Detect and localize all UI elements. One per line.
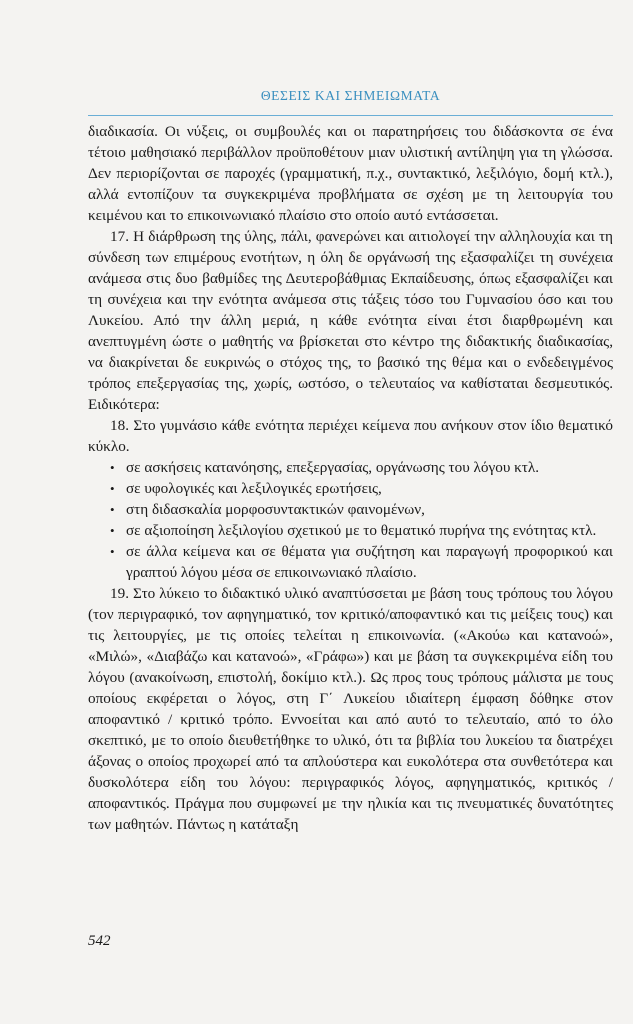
running-header-title: ΘΕΣΕΙΣ ΚΑΙ ΣΗΜΕΙΩΜΑΤΑ	[260, 88, 441, 103]
paragraph-18: 18. Στο γυμνάσιο κάθε ενότητα περιέχει κείμενα που ανήκουν στον ίδιο θεματικό κύκλο.	[88, 417, 613, 455]
list-item	[88, 499, 613, 520]
bullet-list	[88, 457, 613, 583]
page-number: 542	[88, 933, 111, 949]
paragraph-17: 17. Η διάρθρωση της ύλης, πάλι, φανερώνει και αιτιολογεί την αλληλουχία και τη σύνδεση των επιμέρους ενοτήτων, η όλη δε οργάνωσή της εξασφαλίζει τη συνέχεια ανάμεσα στις δυο βαθμίδες της Δευτεροβάθμιας Εκπαίδευσης, όπως εξασφαλίζει και τη συνέχεια και την ενότητα ανάμεσα στις τάξεις τόσο του Γυμνασίου όσο και του Λυκείου. Από την άλλη μεριά, η κάθε ενότητα είναι έτσι διαρθρωμένη και ανεπτυγμένη ώστε ο μαθητής να βρίσκεται στο κέντρο της διδακτικής διαδικασίας, να διακρίνεται δε ευκρινώς ο στόχος της, το βασικό της θέμα και ο ενδεδειγμένος τρόπος επεξεργασίας της, χωρίς, ωστόσο, ο τελευταίος να καθίσταται δεσμευτικός. Ειδικότερα:	[88, 228, 613, 413]
body-text	[88, 121, 613, 835]
list-item	[88, 520, 613, 541]
bullet-icon: •	[110, 502, 115, 517]
bullet-icon: •	[110, 544, 115, 559]
list-item-text: στη διδασκαλία μορφοσυντακτικών φαινομένων,	[126, 501, 425, 518]
list-item-text: σε υφολογικές και λεξιλογικές ερωτήσεις,	[126, 480, 382, 497]
bullet-icon: •	[110, 523, 115, 538]
bullet-icon: •	[110, 481, 115, 496]
paragraph-19: 19. Στο λύκειο το διδακτικό υλικό αναπτύσσεται με βάση τους τρόπους του λόγου (τον περιγραφικό, τον αφηγηματικό, τον κριτικό/αποφαντικό και τις μείξεις τους) και τις λειτουργίες, με τις οποίες τελείται η επικοινωνία. («Ακούω και κατανοώ», «Μιλώ», «Διαβάζω και κατανοώ», «Γράφω») και με βάση τα συγκεκριμένα είδη του λόγου (ανακοίνωση, επιστολή, δοκίμιο κτλ.). Ως προς τους τρόπους μάλιστα με τους οποίους εκφέρεται ο λόγος, στη Γ΄ Λυκείου ιδιαίτερη έμφαση δόθηκε στον αποφαντικό / κριτικό τρόπο. Εννοείται και από αυτό το τελευταίο, από το όλο σκεπτικό, με το οποίο διευθετήθηκε το υλικό, ότι τα βιβλία του λυκείου τα διατρέχει άξονας ο οποίος προχωρεί από τα απλούστερα και ευκολότερα στα συνθετότερα και δυσκολότερα είδη του λόγου: περιγραφικός λόγος, αφηγηματικός, κριτικός / αποφαντικός. Πράγμα που συμφωνεί με την ηλικία και τις πνευματικές δυνατότητες των μαθητών. Πάντως η κατάταξη	[88, 585, 613, 833]
list-item-text: σε άλλα κείμενα και σε θέματα για συζήτηση και παραγωγή προφορικού και γραπτού λόγου μέσα σε επικοινωνιακό πλαίσιο.	[126, 543, 613, 581]
list-item	[88, 478, 613, 499]
list-item	[88, 541, 613, 583]
bullet-icon: •	[110, 460, 115, 475]
header-rule	[88, 115, 613, 116]
list-item	[88, 457, 613, 478]
paragraph-continued: διαδικασία. Οι νύξεις, οι συμβουλές και οι παρατηρήσεις του διδάσκοντα σε ένα τέτοιο μαθησιακό περιβάλλον προϋποθέτουν μιαν υλιστική αντίληψη για τη γλώσσα. Δεν περιορίζονται σε παροχές (γραμματική, π.χ., συντακτικό, λεξιλόγιο, δομή κτλ.), αλλά εντοπίζουν τα συγκεκριμένα προβλήματα σε σχέση με τη λειτουργία του κειμένου και το επικοινωνιακό πλαίσιο στο οποίο αυτό εντάσσεται.	[88, 123, 613, 224]
list-item-text: σε ασκήσεις κατανόησης, επεξεργασίας, οργάνωσης του λόγου κτλ.	[126, 459, 540, 476]
list-item-text: σε αξιοποίηση λεξιλογίου σχετικού με το θεματικό πυρήνα της ενότητας κτλ.	[126, 522, 597, 539]
